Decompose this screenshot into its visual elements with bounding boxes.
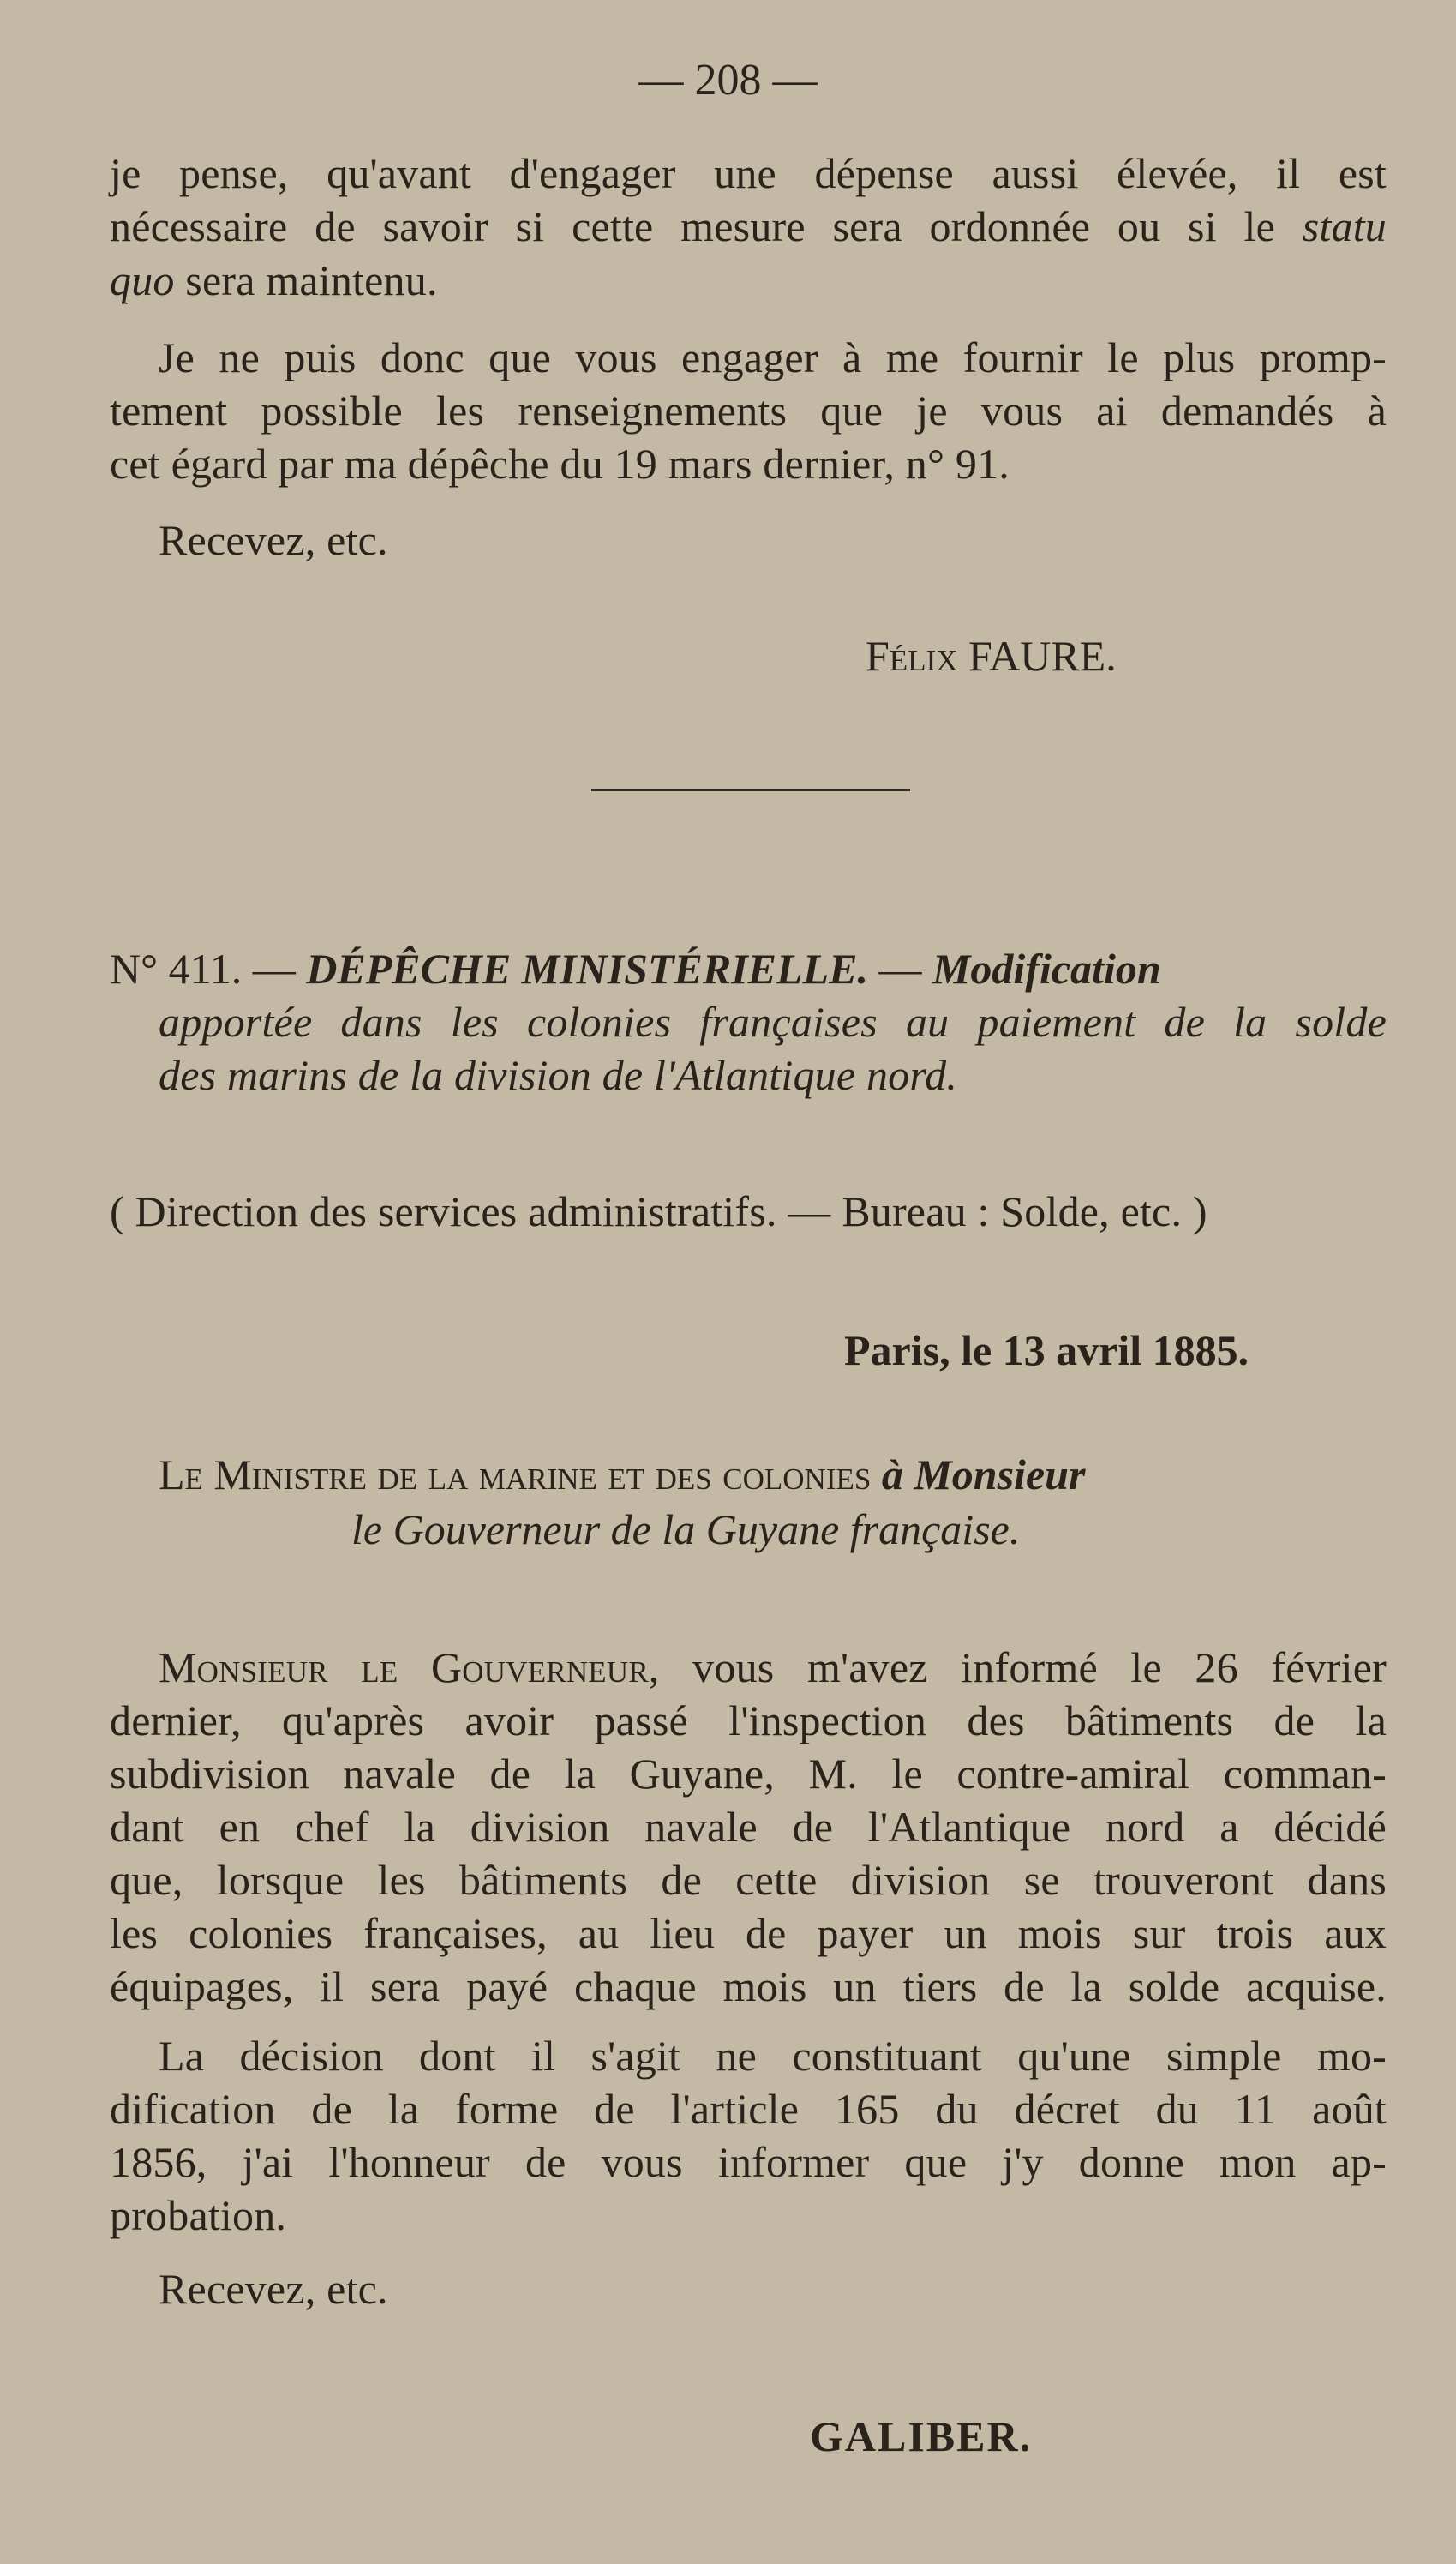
signature-faure: Félix FAURE. (866, 632, 1117, 680)
closing-line: Recevez, etc. (159, 2265, 388, 2313)
text-line: Monsieur le Gouverneur, vous m'avez informé le 26 février (159, 1643, 1387, 1691)
page-number: — 208 — (638, 56, 818, 105)
text-line: La décision dont il s'agit ne constituant qu'une simple mo- (159, 2032, 1387, 2080)
signature-galiber: GALIBER. (810, 2412, 1033, 2460)
text-line: cet égard par ma dépêche du 19 mars dernier, n° 91. (110, 440, 1010, 488)
text-line: tement possible les renseignements que je vous ai demandés à (110, 387, 1387, 435)
text-line: dernier, qu'après avoir passé l'inspection des bâtiments de la (110, 1696, 1387, 1744)
text-line: probation. (110, 2191, 287, 2239)
dispatch-heading: N° 411. — DÉPÊCHE MINISTÉRIELLE. — Modification (110, 945, 1161, 993)
italic-term: statu (1302, 202, 1387, 250)
dispatch-subject: apportée dans les colonies françaises au paiement de la solde (159, 998, 1387, 1046)
text-line: dification de la forme de l'article 165 du décret du 11 août (110, 2085, 1387, 2133)
text-line: équipages, il sera payé chaque mois un tiers de la solde acquise. (110, 1962, 1387, 2010)
text-line: quo sera maintenu. (110, 256, 438, 304)
text-line: Je ne puis donc que vous engager à me fournir le plus promp- (159, 333, 1387, 381)
text-line: nécessaire de savoir si cette mesure sera ordonnée ou si le statu (110, 202, 1387, 250)
text-line: les colonies françaises, au lieu de payer un mois sur trois aux (110, 1909, 1387, 1957)
dispatch-title: DÉPÊCHE MINISTÉRIELLE. (306, 945, 868, 993)
text-line: dant en chef la division navale de l'Atlantique nord a décidé (110, 1803, 1387, 1851)
closing-line: Recevez, etc. (159, 516, 388, 564)
text-line: subdivision navale de la Guyane, M. le contre-amiral comman- (110, 1750, 1387, 1798)
address-line: Le Ministre de la marine et des colonies à Monsieur (159, 1450, 1086, 1498)
dispatch-subject: des marins de la division de l'Atlantique nord. (159, 1051, 958, 1099)
address-line: le Gouverneur de la Guyane française. (351, 1505, 1021, 1553)
text-line: je pense, qu'avant d'engager une dépense aussi élevée, il est (110, 149, 1387, 197)
dispatch-subject: Modification (932, 945, 1161, 993)
italic-term: quo (110, 256, 175, 304)
text-line: 1856, j'ai l'honneur de vous informer que j'y donne mon ap- (110, 2138, 1387, 2186)
place-date: Paris, le 13 avril 1885. (844, 1326, 1249, 1374)
direction-line: ( Direction des services administratifs. — Bureau : Solde, etc. ) (110, 1187, 1207, 1235)
text-line: que, lorsque les bâtiments de cette division se trouveront dans (110, 1856, 1387, 1904)
section-divider (591, 789, 910, 791)
